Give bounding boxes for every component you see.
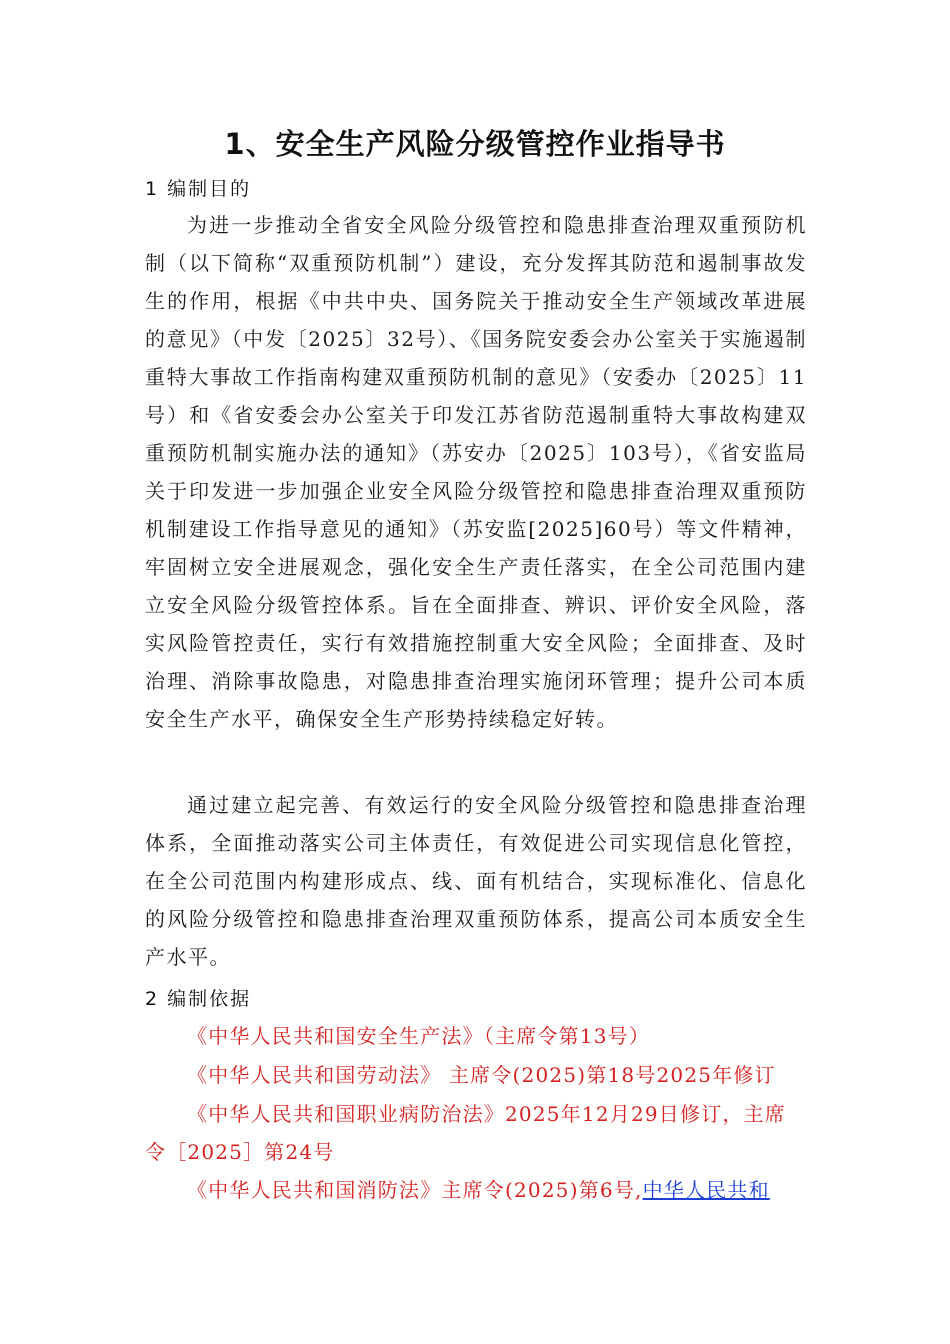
reference-item: 《中华人民共和国劳动法》 主席令(2025)第18号2025年修订 xyxy=(187,1063,776,1087)
purpose-paragraph-2: 通过建立起完善、有效运行的安全风险分级管控和隐患排查治理体系，全面推动落实公司主体责任，有效促进公司实现信息化管控，在全公司范围内构建形成点、线、面有机结合，实现标准化、信息化的风险分级管控和隐患排查治理双重预防体系，提高公司本质安全生产水平。 xyxy=(145,793,807,969)
reference-item-fire-law xyxy=(145,1171,807,1209)
purpose-paragraph-1: 为进一步推动全省安全风险分级管控和隐患排查治理双重预防机制（以下简称“双重预防机制”）建设，充分发挥其防范和遏制事故发生的作用，根据《中共中央、国务院关于推动安全生产领域改革进展的意见》（中发〔2025〕32号）、《国务院安委会办公室关于实施遏制重特大事故工作指南构建双重预防机制的意见》（安委办〔2025〕11号）和《省安委会办公室关于印发江苏省防范遏制重特大事故构建双重预防机制实施办法的通知》（苏安办〔2025〕103号），《省安监局关于印发进一步加强企业安全风险分级管控和隐患排查治理双重预防机制建设工作指导意见的通知》（苏安监[2025]60号）等文件精神，牢固树立安全进展观念，强化安全生产责任落实，在全公司范围内建立安全风险分级管控体系。旨在全面排查、辨识、评价安全风险，落实风险管控责任，实行有效措施控制重大安全风险；全面排查、及时治理、消除事故隐患，对隐患排查治理实施闭环管理；提升公司本质安全生产水平，确保安全生产形势持续稳定好转。 xyxy=(145,213,807,731)
reference-text: 《中华人民共和国消防法》主席令(2025)第6号, xyxy=(187,1178,643,1202)
reference-item: 《中华人民共和国职业病防治法》2025年12月29日修订，主席令［2025］第24号 xyxy=(145,1102,786,1164)
section-heading-purpose: 1 编制目的 xyxy=(145,178,252,200)
reference-link[interactable]: 中华人民共和 xyxy=(642,1178,770,1202)
document-title: 1、安全生产风险分级管控作业指导书 xyxy=(224,127,726,161)
reference-item: 《中华人民共和国安全生产法》（主席令第13号） xyxy=(187,1024,651,1048)
section-heading-basis: 2 编制依据 xyxy=(145,988,252,1010)
